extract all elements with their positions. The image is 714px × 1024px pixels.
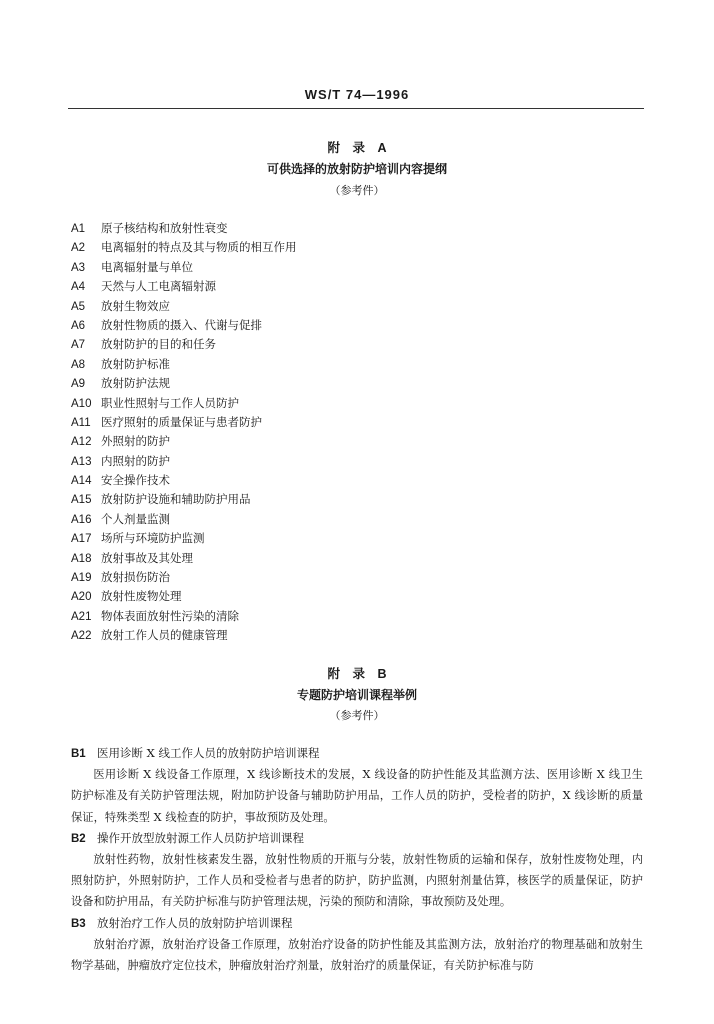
list-item bbox=[71, 219, 651, 238]
list-item-code: A10 bbox=[71, 397, 92, 410]
list-item bbox=[71, 355, 651, 374]
list-item-text: 放射防护的目的和任务 bbox=[101, 337, 216, 352]
list-item-text: 天然与人工电离辐射源 bbox=[101, 279, 216, 294]
list-item-text: 放射生物效应 bbox=[101, 298, 170, 313]
list-item-code: A21 bbox=[71, 610, 92, 623]
list-item-text: 电离辐射的特点及其与物质的相互作用 bbox=[101, 240, 297, 255]
section-code: B2 bbox=[71, 832, 86, 845]
list-item-code: A5 bbox=[71, 300, 86, 313]
list-item-code: A17 bbox=[71, 533, 92, 546]
list-item-code: A7 bbox=[71, 339, 86, 352]
list-item bbox=[71, 238, 651, 257]
list-item-text: 个人剂量监测 bbox=[101, 511, 170, 526]
section-body: 医用诊断 X 线设备工作原理，X 线诊断技术的发展，X 线设备的防护性能及其监测方法、医用诊断 X 线卫生防护标准及有关防护管理法规，附加防护设备与辅助防护用品，工作人员的防护，受检者的防护，X 线诊断的质量保证，特殊类型 X 线检查的防护，事故预防及处理。 bbox=[71, 768, 643, 824]
appendix-b-label: 附 录 B bbox=[327, 667, 387, 681]
list-item bbox=[71, 374, 651, 393]
list-item-text: 放射性废物处理 bbox=[101, 589, 182, 604]
appendix-a-label: 附 录 A bbox=[327, 141, 387, 155]
list-item-text: 放射防护标准 bbox=[101, 356, 170, 371]
section-heading-text: 操作开放型放射源工作人员防护培训课程 bbox=[97, 830, 304, 845]
list-item-code: A19 bbox=[71, 572, 92, 585]
list-item bbox=[71, 549, 651, 568]
list-item-code: A6 bbox=[71, 319, 86, 332]
section-body: 放射性药物，放射性核素发生器，放射性物质的开瓶与分装，放射性物质的运输和保存，放射性废物处理，内照射防护，外照射防护，工作人员和受检者与患者的防护，防护监测，内照射剂量估算，核医学的质量保证，防护设备和防护用品，有关防护标准与防护管理法规，污染的预防和清除，事故预防及处理。 bbox=[71, 852, 643, 909]
appendix-a-list bbox=[71, 219, 651, 646]
list-item bbox=[71, 529, 651, 548]
list-item bbox=[71, 626, 651, 645]
list-item-code: A12 bbox=[71, 436, 92, 449]
list-item-code: A13 bbox=[71, 455, 92, 468]
list-item-text: 放射损伤防治 bbox=[101, 570, 170, 585]
list-item-text: 放射工作人员的健康管理 bbox=[101, 628, 228, 643]
list-item bbox=[71, 277, 651, 296]
list-item-text: 外照射的防护 bbox=[101, 434, 170, 449]
list-item-text: 内照射的防护 bbox=[101, 453, 170, 468]
list-item-code: A9 bbox=[71, 378, 86, 391]
list-item-text: 医疗照射的质量保证与患者防护 bbox=[101, 414, 262, 429]
list-item bbox=[71, 335, 651, 354]
list-item bbox=[71, 432, 651, 451]
list-item-code: A4 bbox=[71, 281, 86, 294]
section-heading-text: 放射治疗工作人员的放射防护培训课程 bbox=[97, 915, 293, 930]
list-item-text: 电离辐射量与单位 bbox=[101, 259, 193, 274]
list-item bbox=[71, 510, 651, 529]
list-item bbox=[71, 258, 651, 277]
list-item bbox=[71, 316, 651, 335]
list-item-text: 放射防护法规 bbox=[101, 376, 170, 391]
section-heading bbox=[71, 913, 643, 934]
list-item-code: A1 bbox=[71, 223, 86, 235]
appendix-b-note: （参考件） bbox=[329, 709, 385, 722]
list-item-text: 安全操作技术 bbox=[101, 473, 170, 488]
list-item-code: A11 bbox=[71, 416, 91, 429]
section-heading bbox=[71, 828, 643, 849]
standard-number: WS/T 74—1996 bbox=[304, 87, 410, 102]
appendix-b-title: 专题防护培训课程举例 bbox=[296, 688, 417, 702]
list-item-text: 放射防护设施和辅助防护用品 bbox=[101, 492, 251, 507]
appendix-b-sections bbox=[71, 743, 643, 976]
list-item-code: A22 bbox=[71, 630, 92, 643]
list-item-text: 放射性物质的摄入、代谢与促排 bbox=[101, 317, 262, 332]
list-item-code: A3 bbox=[71, 261, 86, 274]
list-item bbox=[71, 452, 651, 471]
list-item bbox=[71, 471, 651, 490]
section-heading-text: 医用诊断 X 线工作人员的放射防护培训课程 bbox=[97, 746, 320, 760]
list-item-code: A14 bbox=[71, 475, 92, 488]
list-item-code: A20 bbox=[71, 591, 92, 604]
appendix-a-title: 可供选择的放射防护培训内容提纲 bbox=[266, 162, 447, 176]
list-item-code: A16 bbox=[71, 513, 92, 526]
list-item bbox=[71, 568, 651, 587]
list-item bbox=[71, 297, 651, 316]
section-body: 放射治疗源，放射治疗设备工作原理，放射治疗设备的防护性能及其监测方法，放射治疗的物理基础和放射生物学基础，肿瘤放疗定位技术，肿瘤放射治疗剂量，放射治疗的质量保证，有关防护标准与防 bbox=[71, 937, 643, 973]
list-item-text: 物体表面放射性污染的清除 bbox=[101, 608, 239, 623]
list-item-text: 放射事故及其处理 bbox=[101, 550, 193, 565]
list-item-text: 职业性照射与工作人员防护 bbox=[101, 395, 239, 410]
section-code: B1 bbox=[71, 748, 86, 760]
list-item bbox=[71, 413, 651, 432]
list-item-code: A15 bbox=[71, 494, 92, 507]
list-item-code: A18 bbox=[71, 552, 92, 565]
list-item bbox=[71, 490, 651, 509]
list-item bbox=[71, 607, 651, 626]
list-item bbox=[71, 394, 651, 413]
list-item-code: A2 bbox=[71, 242, 86, 255]
list-item-code: A8 bbox=[71, 358, 86, 371]
list-item-text: 原子核结构和放射性衰变 bbox=[101, 221, 228, 235]
list-item-text: 场所与环境防护监测 bbox=[101, 531, 205, 546]
section-heading bbox=[71, 743, 643, 764]
header-rule bbox=[68, 108, 644, 109]
appendix-a-note: （参考件） bbox=[329, 184, 385, 197]
section-code: B3 bbox=[71, 917, 86, 930]
list-item bbox=[71, 587, 651, 606]
